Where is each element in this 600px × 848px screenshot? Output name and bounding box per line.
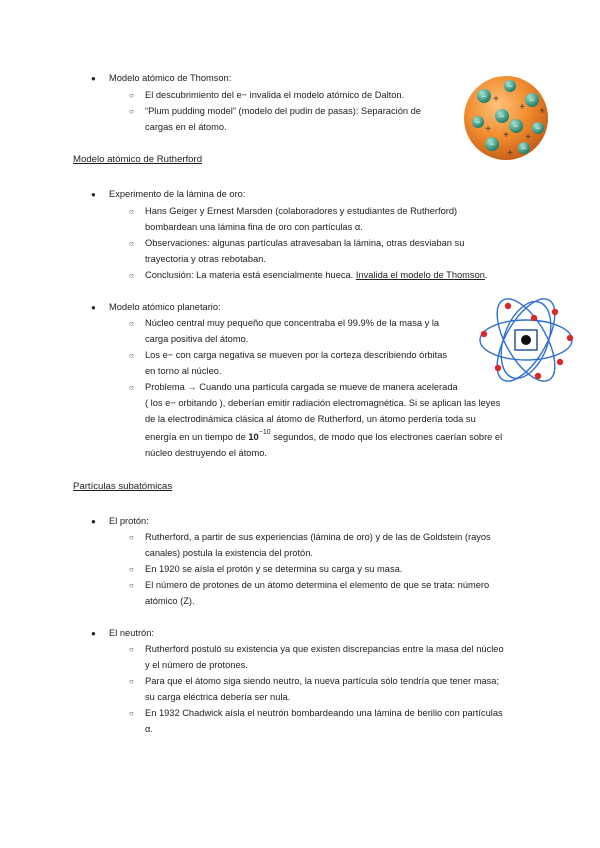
electron bbox=[495, 109, 509, 123]
bullet: ● bbox=[91, 74, 96, 83]
svg-text:−: − bbox=[535, 123, 541, 133]
svg-text:−: − bbox=[513, 121, 519, 131]
planetary-line: ( los e− orbitando ), deberían emitir radiación electromagnética. Si se aplican las leyes bbox=[145, 398, 501, 408]
neutron-line: y el número de protones. bbox=[145, 660, 248, 670]
particles-heading: Partículas subatómicas bbox=[73, 481, 173, 492]
experiment-line: bombardean una lámina fina de oro con partículas α. bbox=[145, 222, 363, 232]
thomson-item-2: “Plum pudding model” (modelo del pudin de pasas): Separación de bbox=[145, 106, 421, 116]
electron bbox=[472, 116, 484, 128]
sub-bullet: ○ bbox=[129, 91, 134, 100]
electron bbox=[567, 335, 573, 341]
svg-text:+: + bbox=[507, 148, 513, 159]
electron bbox=[505, 303, 511, 309]
electron bbox=[531, 315, 537, 321]
sub-bullet: ○ bbox=[129, 107, 134, 116]
planetary-line: Problema → Cuando una partícula cargada se mueve de manera acelerada bbox=[145, 382, 458, 392]
svg-text:+: + bbox=[485, 124, 491, 135]
sub-bullet: ○ bbox=[129, 383, 134, 392]
svg-text:+: + bbox=[539, 106, 545, 117]
svg-text:−: − bbox=[489, 139, 495, 149]
rutherford-atom-image bbox=[476, 292, 576, 388]
electron bbox=[518, 142, 530, 154]
planetary-line: carga positiva del átomo. bbox=[145, 334, 249, 344]
neutron-line: su carga eléctrica debería ser nula. bbox=[145, 692, 291, 702]
electron bbox=[481, 331, 487, 337]
nucleus bbox=[521, 335, 531, 345]
planetary-line: de la electrodinámica clásica al átomo de Rutherford, un átomo perdería toda su bbox=[145, 414, 476, 424]
bullet: ● bbox=[91, 517, 96, 526]
svg-text:−: − bbox=[507, 81, 513, 91]
sub-bullet: ○ bbox=[129, 709, 134, 718]
electron bbox=[532, 122, 544, 134]
proton-line: En 1920 se aísla el protón y se determina su carga y su masa. bbox=[145, 564, 403, 574]
electron bbox=[504, 80, 516, 92]
sub-bullet: ○ bbox=[129, 271, 134, 280]
svg-text:−: − bbox=[499, 111, 505, 121]
conclusion-line bbox=[145, 268, 488, 284]
svg-text:+: + bbox=[525, 132, 531, 143]
svg-text:−: − bbox=[481, 91, 487, 101]
planetary-line: Los e− con carga negativa se mueven por la corteza describiendo órbitas bbox=[145, 350, 448, 360]
bullet: ● bbox=[91, 629, 96, 638]
experiment-title: Experimento de la lámina de oro: bbox=[109, 189, 246, 199]
bullet: ● bbox=[91, 303, 96, 312]
conclusion-end: . bbox=[484, 270, 488, 280]
conclusion-text: Conclusión: La materia está esencialmente hueca. bbox=[145, 270, 354, 280]
svg-text:−: − bbox=[475, 117, 481, 127]
sub-bullet: ○ bbox=[129, 351, 134, 360]
planetary-title: Modelo atómico planetario: bbox=[109, 302, 221, 312]
neutron-line: En 1932 Chadwick aísla el neutrón bombardeando una lámina de berilio con partículas bbox=[145, 708, 503, 718]
bullet: ● bbox=[91, 190, 96, 199]
electron bbox=[535, 373, 541, 379]
electron bbox=[509, 119, 523, 133]
energy-line: energía en un tiempo de $10^{-10}$ segundos, de modo que los electrones caerían sobre el bbox=[145, 429, 503, 442]
rutherford-heading: Modelo atómico de Rutherford bbox=[73, 154, 203, 165]
observations-line: Observaciones: algunas partículas atravesaban la lámina, otras desviaban su bbox=[145, 238, 465, 248]
conclusion-link[interactable]: Invalida el modelo de Thomson bbox=[355, 270, 485, 280]
electron bbox=[557, 359, 563, 365]
sub-bullet: ○ bbox=[129, 207, 134, 216]
sub-bullet: ○ bbox=[129, 645, 134, 654]
electron bbox=[495, 365, 501, 371]
svg-text:+: + bbox=[503, 130, 509, 141]
planetary-line: en torno al núcleo. bbox=[145, 366, 222, 376]
experiment-line: Hans Geiger y Ernest Marsden (colaboradores y estudiantes de Rutherford) bbox=[145, 206, 458, 216]
svg-text:−: − bbox=[521, 143, 527, 153]
sub-bullet: ○ bbox=[129, 533, 134, 542]
svg-text:−: − bbox=[529, 95, 535, 105]
proton-line: El número de protones de un átomo determina el elemento de que se trata: número bbox=[145, 580, 490, 590]
neutron-line: α. bbox=[145, 724, 153, 734]
electron bbox=[477, 89, 491, 103]
sub-bullet: ○ bbox=[129, 565, 134, 574]
proton-line: atómico (Z). bbox=[145, 596, 195, 606]
plum-pudding-model-image bbox=[458, 72, 554, 164]
sub-bullet: ○ bbox=[129, 239, 134, 248]
svg-text:+: + bbox=[519, 102, 525, 113]
neutron-line: Rutherford postuló su existencia ya que existen discrepancias entre la masa del núcleo bbox=[145, 644, 504, 654]
observations-line: trayectoria y otras rebotaban. bbox=[145, 254, 266, 264]
svg-text:+: + bbox=[493, 94, 499, 105]
neutron-line: Para que el átomo siga siendo neutro, la nueva partícula sólo tendría que tener masa; bbox=[145, 676, 500, 686]
proton-title: El protón: bbox=[109, 516, 149, 526]
planetary-line: Núcleo central muy pequeño que concentraba el 99.9% de la masa y la bbox=[145, 318, 440, 328]
planetary-line: núcleo destruyendo el átomo. bbox=[145, 448, 267, 458]
thomson-title: Modelo atómico de Thomson: bbox=[109, 73, 232, 83]
electron bbox=[552, 309, 558, 315]
sub-bullet: ○ bbox=[129, 581, 134, 590]
sub-bullet: ○ bbox=[129, 319, 134, 328]
proton-line: canales) postula la existencia del protón. bbox=[145, 548, 313, 558]
thomson-item-1: El descubrimiento del e− invalida el modelo atómico de Dalton. bbox=[145, 90, 405, 100]
sub-bullet: ○ bbox=[129, 677, 134, 686]
electron bbox=[485, 137, 499, 151]
proton-line: Rutherford, a partir de sus experiencias (lámina de oro) y de las de Goldstein (rayos bbox=[145, 532, 491, 542]
electron bbox=[525, 93, 539, 107]
neutron-title: El neutrón: bbox=[109, 628, 154, 638]
thomson-item-2-cont: cargas en el átomo. bbox=[145, 122, 227, 132]
